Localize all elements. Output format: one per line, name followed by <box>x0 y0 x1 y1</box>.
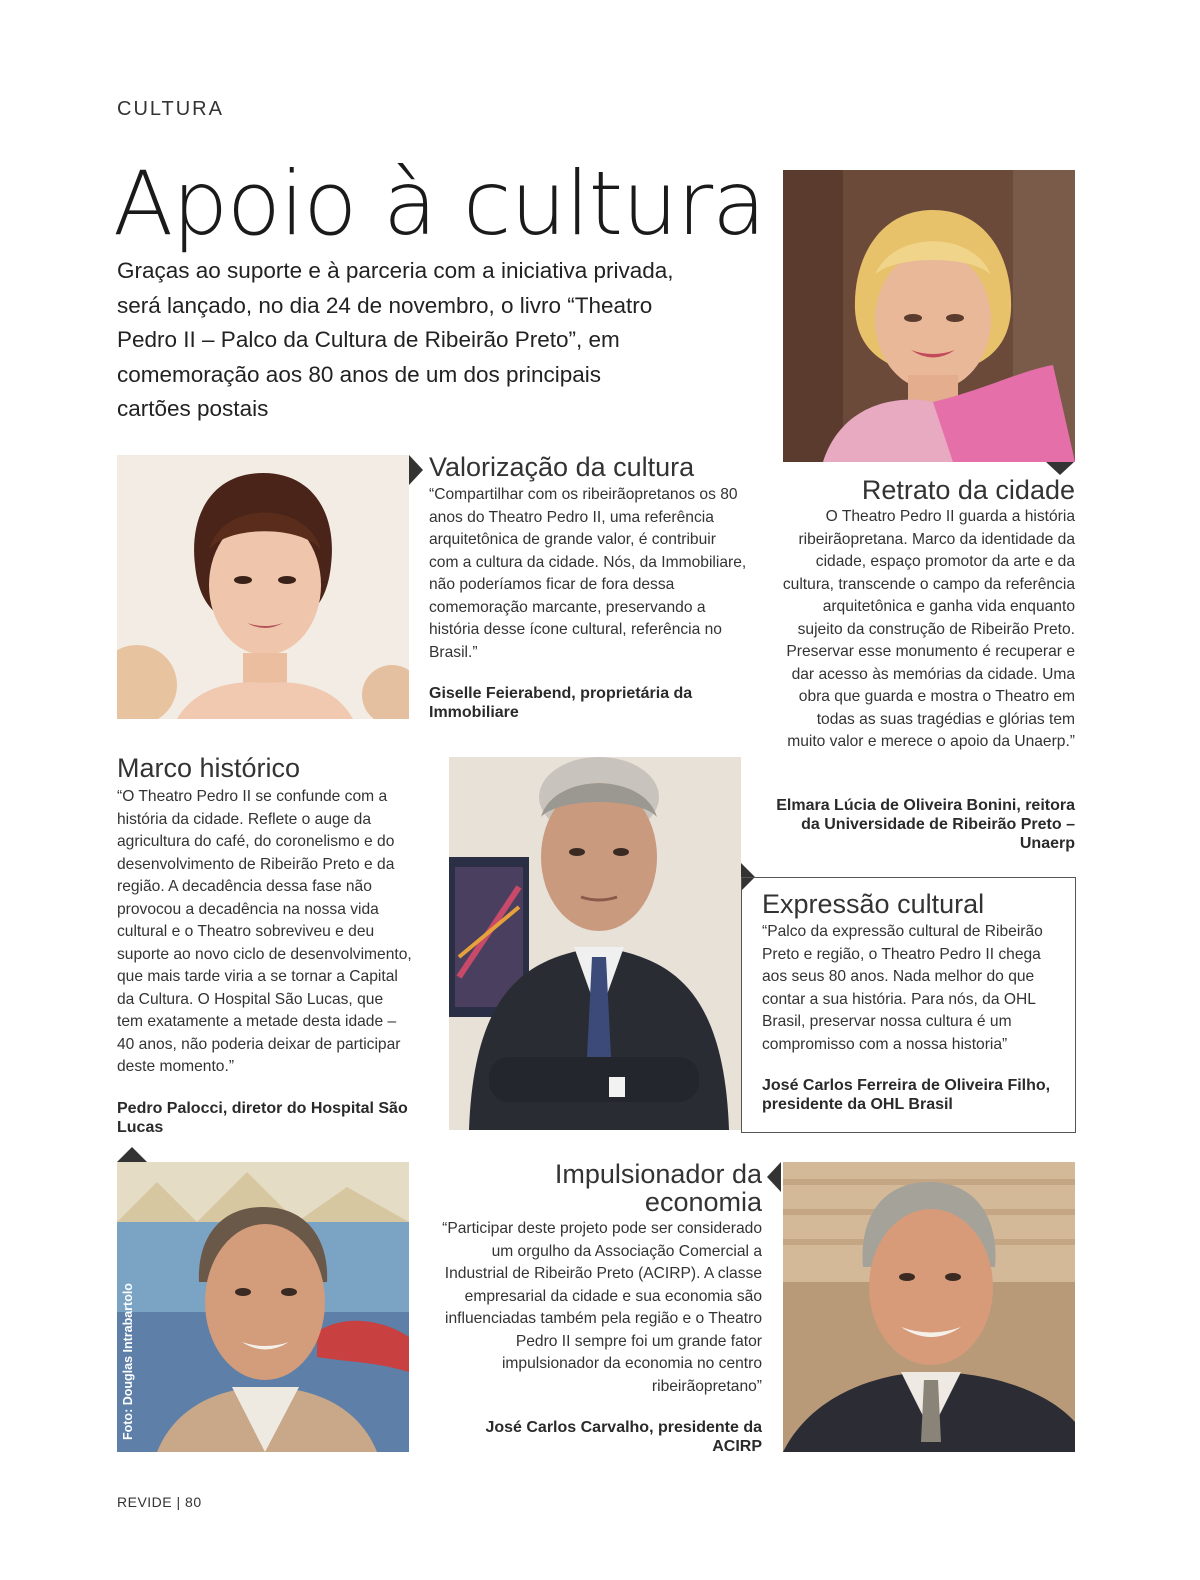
pointer-triangle <box>767 1162 781 1192</box>
lead-paragraph: Graças ao suporte e à parceria com a iniciativa privada, será lançado, no dia 24 de novembro, o livro “Theatro Pedro II – Palco da Cultura de Ribeirão Preto”, em comemoração aos 80 anos de um dos principais cartões postais <box>117 258 674 421</box>
signature-impulsionador: José Carlos Carvalho, presidente da ACIRP <box>485 1419 762 1455</box>
heading-impulsionador: Impulsionador da economia <box>554 1159 762 1218</box>
photo-jose-carlos-carvalho <box>783 1162 1075 1452</box>
page-number: 80 <box>185 1494 202 1510</box>
text-expressao: “Palco da expressão cultural de Ribeirão Preto e região, o Theatro Pedro II chega aos seus 80 anos. Nada melhor do que contar a sua história. Para nós, da OHL Brasil, preservar nossa cultura é um compromisso com a nossa historia” <box>762 923 1043 1053</box>
heading-marco: Marco histórico <box>117 753 301 783</box>
pointer-triangle <box>1046 462 1074 475</box>
pointer-triangle <box>409 455 423 485</box>
photo-pedro-palocci <box>117 1162 409 1452</box>
text-valorizacao: “Compartilhar com os ribeirãopretanos os 80 anos do Theatro Pedro II, uma referência arquitetônica de grande valor, é contribuir com a cultura da cidade. Nós, da Immobiliare, não poderíamos ficar de fora dessa comemoração marcante, preservando a história desse ícone cultural, referência no Brasil.” <box>429 486 747 661</box>
text-impulsionador: “Participar deste projeto pode ser considerado um orgulho da Associação Comercial a Industrial de Ribeirão Preto (ACIRP). A classe empresarial da cidade e sua economia são influenciadas também pela região e o Theatro Pedro II sempre foi um grande fator impulsionador da economia no centro ribeirãopretano” <box>442 1220 762 1395</box>
heading-expressao: Expressão cultural <box>762 889 985 919</box>
text-marco: “O Theatro Pedro II se confunde com a história da cidade. Reflete o auge da agricultura do café, do coronelismo e do desenvolvimento de Ribeirão Preto e da região. A decadência dessa fase não provocou a decadência na nossa vida cultural e o Theatro sobreviveu e deu suporte ao novo ciclo de desenvolvimento, que mais tarde viria a se tornar a Capital da Cultura. O Hospital São Lucas, que tem exatamente a metade desta idade – 40 anos, não poderia deixar de participar deste momento.” <box>117 788 412 1075</box>
page-footer <box>117 1494 202 1510</box>
section-label: CULTURA <box>117 98 224 120</box>
signature-valorizacao: Giselle Feierabend, proprietária da Immobiliare <box>429 685 693 721</box>
photo-credit: Foto: Douglas Intrabartolo <box>121 1283 135 1440</box>
page-title: Apoio à cultura <box>113 152 766 255</box>
signature-expressao: José Carlos Ferreira de Oliveira Filho, presidente da OHL Brasil <box>762 1077 1051 1113</box>
footer-separator: | <box>176 1494 181 1510</box>
heading-valorizacao: Valorização da cultura <box>429 452 695 482</box>
magazine-name: REVIDE <box>117 1494 173 1510</box>
pointer-triangle <box>117 1147 147 1162</box>
text-retrato: O Theatro Pedro II guarda a história ribeirãopretana. Marco da identidade da cidade, espaço promotor da arte e da cultura, transcende o campo da referência arquitetônica e ganha vida enquanto sujeito da construção de Ribeirão Preto. Preservar esse monumento é recuperar e dar acesso às memórias da cidade. Uma obra que guarda e mostra o Theatro em todas as suas tragédias e glórias tem muito valor e merece o apoio da Unaerp.” <box>782 508 1075 750</box>
photo-elmara-bonini <box>783 170 1075 462</box>
heading-retrato: Retrato da cidade <box>861 475 1075 505</box>
signature-retrato: Elmara Lúcia de Oliveira Bonini, reitora da Universidade de Ribeirão Preto – Unaerp <box>776 797 1075 852</box>
signature-marco: Pedro Palocci, diretor do Hospital São Lucas <box>117 1100 408 1136</box>
photo-giselle-feierabend <box>117 455 409 719</box>
photo-jose-carlos-ferreira <box>449 757 741 1130</box>
